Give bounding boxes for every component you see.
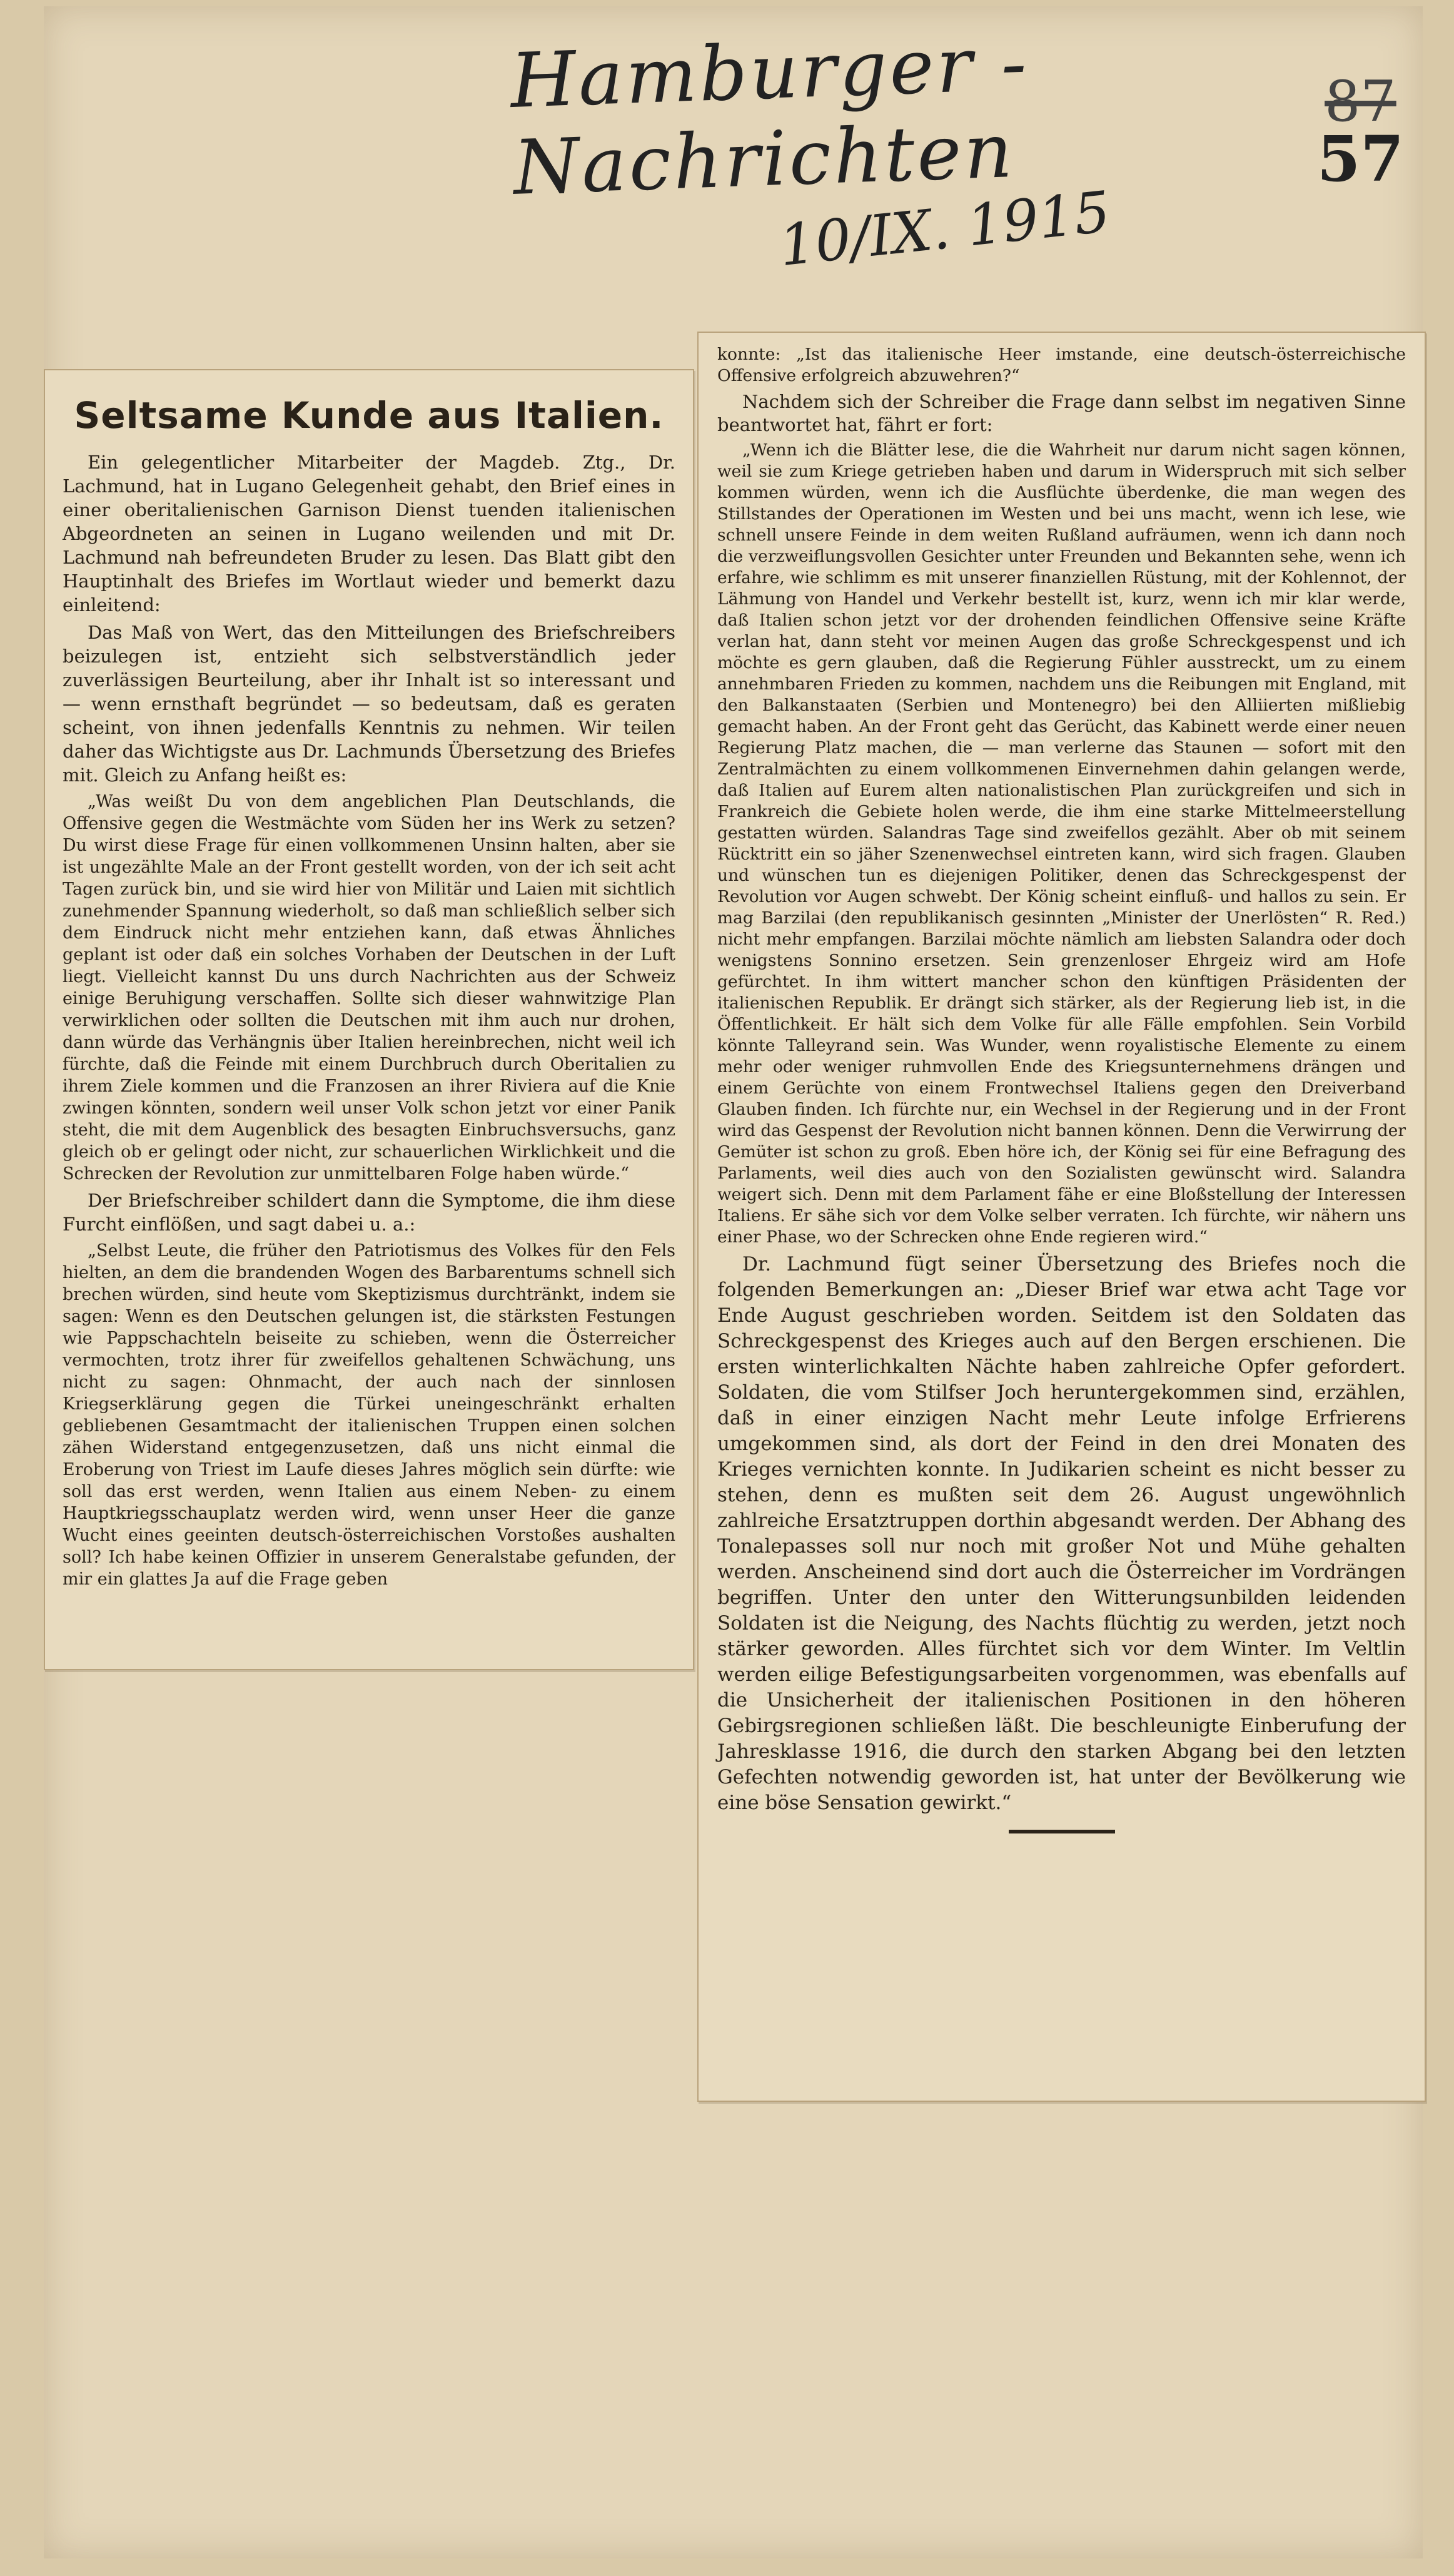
article-paragraph: „Was weißt Du von dem angeblichen Plan Deutschlands, die Offensive gegen die Westmächte vom Süden her ins Werk zu setzen? Du wirst diese Frage für einen vollkommenen Unsinn halten, aber sie ist ungezählte Male an der Front gestellt worden, von der ich seit acht Tagen zurück bin, und sie wird hier von Militär und Laien mit sichtlich zunehmender Spannung wiederholt, so daß man schließlich selber sich dem Eindruck nicht mehr entziehen kann, daß etwas Ähnliches geplant ist oder daß ein solches Vorhaben der Deutschen in der Luft liegt. Vielleicht kannst Du uns durch Nachrichten aus der Schweiz einige Beruhigung verschaffen. Sollte sich dieser wahnwitzige Plan verwirklichen oder sollten die Deutschen mit ihm auch nur drohen, dann würde das Verhängnis über Italien hereinbrechen, nicht weil ich fürchte, daß die Feinde mit einem Durchbruch durch Oberitalien zu ihrem Ziele kommen und die Franzosen an ihrer Riviera auf die Knie zwingen könnten, sondern weil unser Volk schon jetzt vor einer Panik steht, die mit dem Augenblick des besagten Einbruchsversuchs, ganz gleich ob er gelingt oder nicht, zur schauerlichen Wirklichkeit und die Schrecken der Revolution zur unmittelbaren Folge haben würde.“ bbox=[63, 792, 675, 1184]
article-paragraph: Ein gelegentlicher Mitarbeiter der Magdeb. Ztg., Dr. Lachmund, hat in Lugano Gelegenheit gehabt, den Brief eines in einer oberitalienischen Garnison Dienst tuenden italienischen Abgeordneten an seinen in Lugano weilenden und mit Dr. Lachmund nah befreundeten Bruder zu lesen. Das Blatt gibt den Hauptinhalt des Briefes im Wortlaut wieder und bemerkt dazu einleitend: bbox=[63, 452, 675, 616]
article-paragraph: Der Briefschreiber schildert dann die Symptome, die ihm diese Furcht einflößen, und sagt dabei u. a.: bbox=[63, 1190, 675, 1235]
article-paragraph: Das Maß von Wert, das den Mitteilungen des Briefschreibers beizulegen ist, entzieht sich selbstverständlich jeder zuverlässigen Beurteilung, aber ihr Inhalt ist so interessant und — wenn ernsthaft begründet — so bedeutsam, daß es geraten scheint, von ihnen jedenfalls Kenntnis zu nehmen. Wir teilen daher das Wichtigste aus Dr. Lachmunds Übersetzung des Briefes mit. Gleich zu Anfang heißt es: bbox=[63, 622, 675, 786]
clipping-right-column bbox=[697, 332, 1426, 2102]
handwritten-annotation bbox=[508, 12, 1267, 280]
page-number: 57 bbox=[1316, 122, 1404, 196]
clipping-left-column bbox=[44, 369, 694, 1670]
article-paragraph: „Selbst Leute, die früher den Patriotismus des Volkes für den Fels hielten, an dem die brandenden Wogen des Barbarentums schnell sich brechen würden, sind heute vom Skeptizismus durchtränkt, indem sie sagen: Wenn es den Deutschen gelungen ist, die stärksten Festungen wie Pappschachteln beiseite zu schieben, wenn die Österreicher vermochten, trotz ihrer für zweifellos gehaltenen Schwächung, uns nicht zu sagen: Ohnmacht, der auch nach der sinnlosen Kriegserklärung gegen die Türkei uneingeschränkt erhalten gebliebenen Gesamtmacht der italienischen Truppen einen solchen zähen Widerstand entgegenzusetzen, daß uns nicht einmal die Eroberung von Triest im Laufe dieses Jahres möglich sein dürfte: wie soll das erst werden, wenn Italien aus einem Neben- zu einem Hauptkriegsschauplatz werden wird, wenn unser Heer die ganze Wucht eines geeinten deutsch-österreichischen Vorstoßes aushalten soll? Ich habe keinen Offizier in unserem Generalstabe gefunden, der mir ein glattes Ja auf die Frage geben bbox=[63, 1241, 675, 1589]
right-column-body bbox=[717, 344, 1406, 1816]
article-paragraph: „Wenn ich die Blätter lese, die die Wahrheit nur darum nicht sagen können, weil sie zum Kriege getrieben haben und darum in Widerspruch mit sich selber kommen würden, wenn ich die Ausflüchte überdenke, die man wegen des Stillstandes der Operationen im Westen und bei uns macht, wenn ich lese, wie schnell unsere Feinde in dem weiten Rußland aufräumen, wenn ich dann noch die verzweiflungsvollen Gesichter unter Freunden und Bekannten sehe, wenn ich erfahre, wie schlimm es mit unserer finanziellen Rüstung, mit der Kohlennot, der Lähmung von Handel und Verkehr bestellt ist, kurz, wenn ich mir klar werde, daß Italien schon jetzt vor der drohenden feindlichen Offensive seine Kräfte verlan hat, dann steht vor meinen Augen das große Schreckgespenst und ich möchte es gern glauben, daß die Regierung Fühler ausstreckt, um zu einem annehmbaren Frieden zu kommen, nachdem uns die Reibungen mit England, mit den Balkanstaaten (Serbien und Montenegro) bei den Alliierten mißliebig gemacht haben. An der Front geht das Gerücht, das Kabinett werde einer neuen Regierung Platz machen, die — man verlerne das Staunen — sofort mit den Zentralmächten zu einem vollkommenen Einvernehmen dahin gelangen werde, daß Italien auf Eurem alten nationalistischen Plan zurückgreifen und sich in Frankreich die Gebiete holen werde, die ihm eine starke Mittelmeerstellung gestatten würden. Salandras Tage sind zweifellos gezählt. Aber ob mit seinem Rücktritt ein so jäher Szenenwechsel eintreten kann, wird sich fragen. Glauben und wünschen tun es diejenigen Politiker, denen das Schreckgespenst der Revolution vor Augen schwebt. Der König scheint einfluß- und hallos zu sein. Er mag Barzilai (den republikanisch gesinnten „Minister der Unerlösten“ R. Red.) nicht mehr empfangen. Barzilai möchte nämlich am liebsten Salandra oder doch wenigstens Sonnino ersetzen. Sein grenzenloser Ehrgeiz wird am Hofe gefürchtet. In ihm wittert mancher schon den künftigen Präsidenten der italienischen Republik. Er drängt sich stärker, als der Regierung lieb ist, in die Öffentlichkeit. Er hält sich dem Volke für alle Fälle empfohlen. Sein Vorbild könnte Talleyrand sein. Was Wunder, wenn royalistische Elemente zu einem mehr oder weniger ruhmvollen Ende des Kriegsunternehmens drängen und einem Gerüchte von einem Frontwechsel Italiens gegen den Dreiverband Glauben finden. Ich fürchte nur, ein Wechsel in der Regierung und in der Front wird das Gespenst der Revolution nicht bannen können. Denn die Verwirrung der Gemüter ist schon zu groß. Eben höre ich, der König sei für eine Befragung des Parlaments, weil dies auch von den Sozialisten gewünscht wird. Salandra weigert sich. Denn mit dem Parlament fähe er eine Bloßstellung der Interessen Italiens. Er sähe sich vor dem Volke selber verraten. Ich fürchte, wir nähern uns einer Phase, wo der Schrecken ohne Ende regieren wird.“ bbox=[717, 440, 1406, 1247]
article-paragraph: Dr. Lachmund fügt seiner Übersetzung des Briefes noch die folgenden Bemerkungen an: „Dieser Brief war etwa acht Tage vor Ende August geschrieben worden. Seitdem ist den Soldaten das Schreckgespenst des Krieges auch auf den Bergen erschienen. Die ersten winterlichkalten Nächte haben zahlreiche Opfer gefordert. Soldaten, die vom Stilfser Joch heruntergekommen sind, erzählen, daß in einer einzigen Nacht mehr Leute infolge Erfrierens umgekommen sind, als dort der Feind in den drei Monaten des Krieges vernichten konnte. In Judikarien scheint es nicht besser zu stehen, denn es mußten seit dem 26. August ungewöhnlich zahlreiche Ersatztruppen dorthin abgesandt werden. Der Abhang des Tonalepasses soll nur noch mit großer Not und Mühe gehalten werden. Anscheinend sind dort auch die Österreicher im Vordrängen begriffen. Unter den unter den Witterungsunbilden leidenden Soldaten ist die Neigung, des Nachts flüchtig zu werden, jetzt noch stärker geworden. Alles fürchtet sich vor dem Winter. Im Veltlin werden eilige Befestigungsarbeiten vorgenommen, was ebenfalls auf die Unsicherheit der italienischen Positionen in den höheren Gebirgsregionen schließen läßt. Die beschleunigte Einberufung der Jahresklasse 1916, die durch den starken Abgang bei den letzten Gefechten notwendig geworden ist, hat unter der Bevölkerung wie eine böse Sensation gewirkt.“ bbox=[717, 1253, 1406, 1814]
page-number-stamp bbox=[1317, 69, 1404, 196]
left-column-body bbox=[63, 450, 675, 1590]
end-rule bbox=[1009, 1830, 1115, 1833]
handwritten-date: 10/IX. 1915 bbox=[776, 179, 1113, 280]
article-paragraph: Nachdem sich der Schreiber die Frage dann selbst im negativen Sinne beantwortet hat, fährt er fort: bbox=[717, 391, 1406, 435]
article-paragraph: konnte: „Ist das italienische Heer imstande, eine deutsch-österreichische Offensive erfolgreich abzuwehren?“ bbox=[717, 345, 1406, 385]
page-number-struck: 87 bbox=[1325, 69, 1396, 134]
article-headline: Seltsame Kunde aus Italien. bbox=[74, 394, 664, 437]
handwritten-title: Hamburger - Nachrichten bbox=[508, 20, 1031, 212]
